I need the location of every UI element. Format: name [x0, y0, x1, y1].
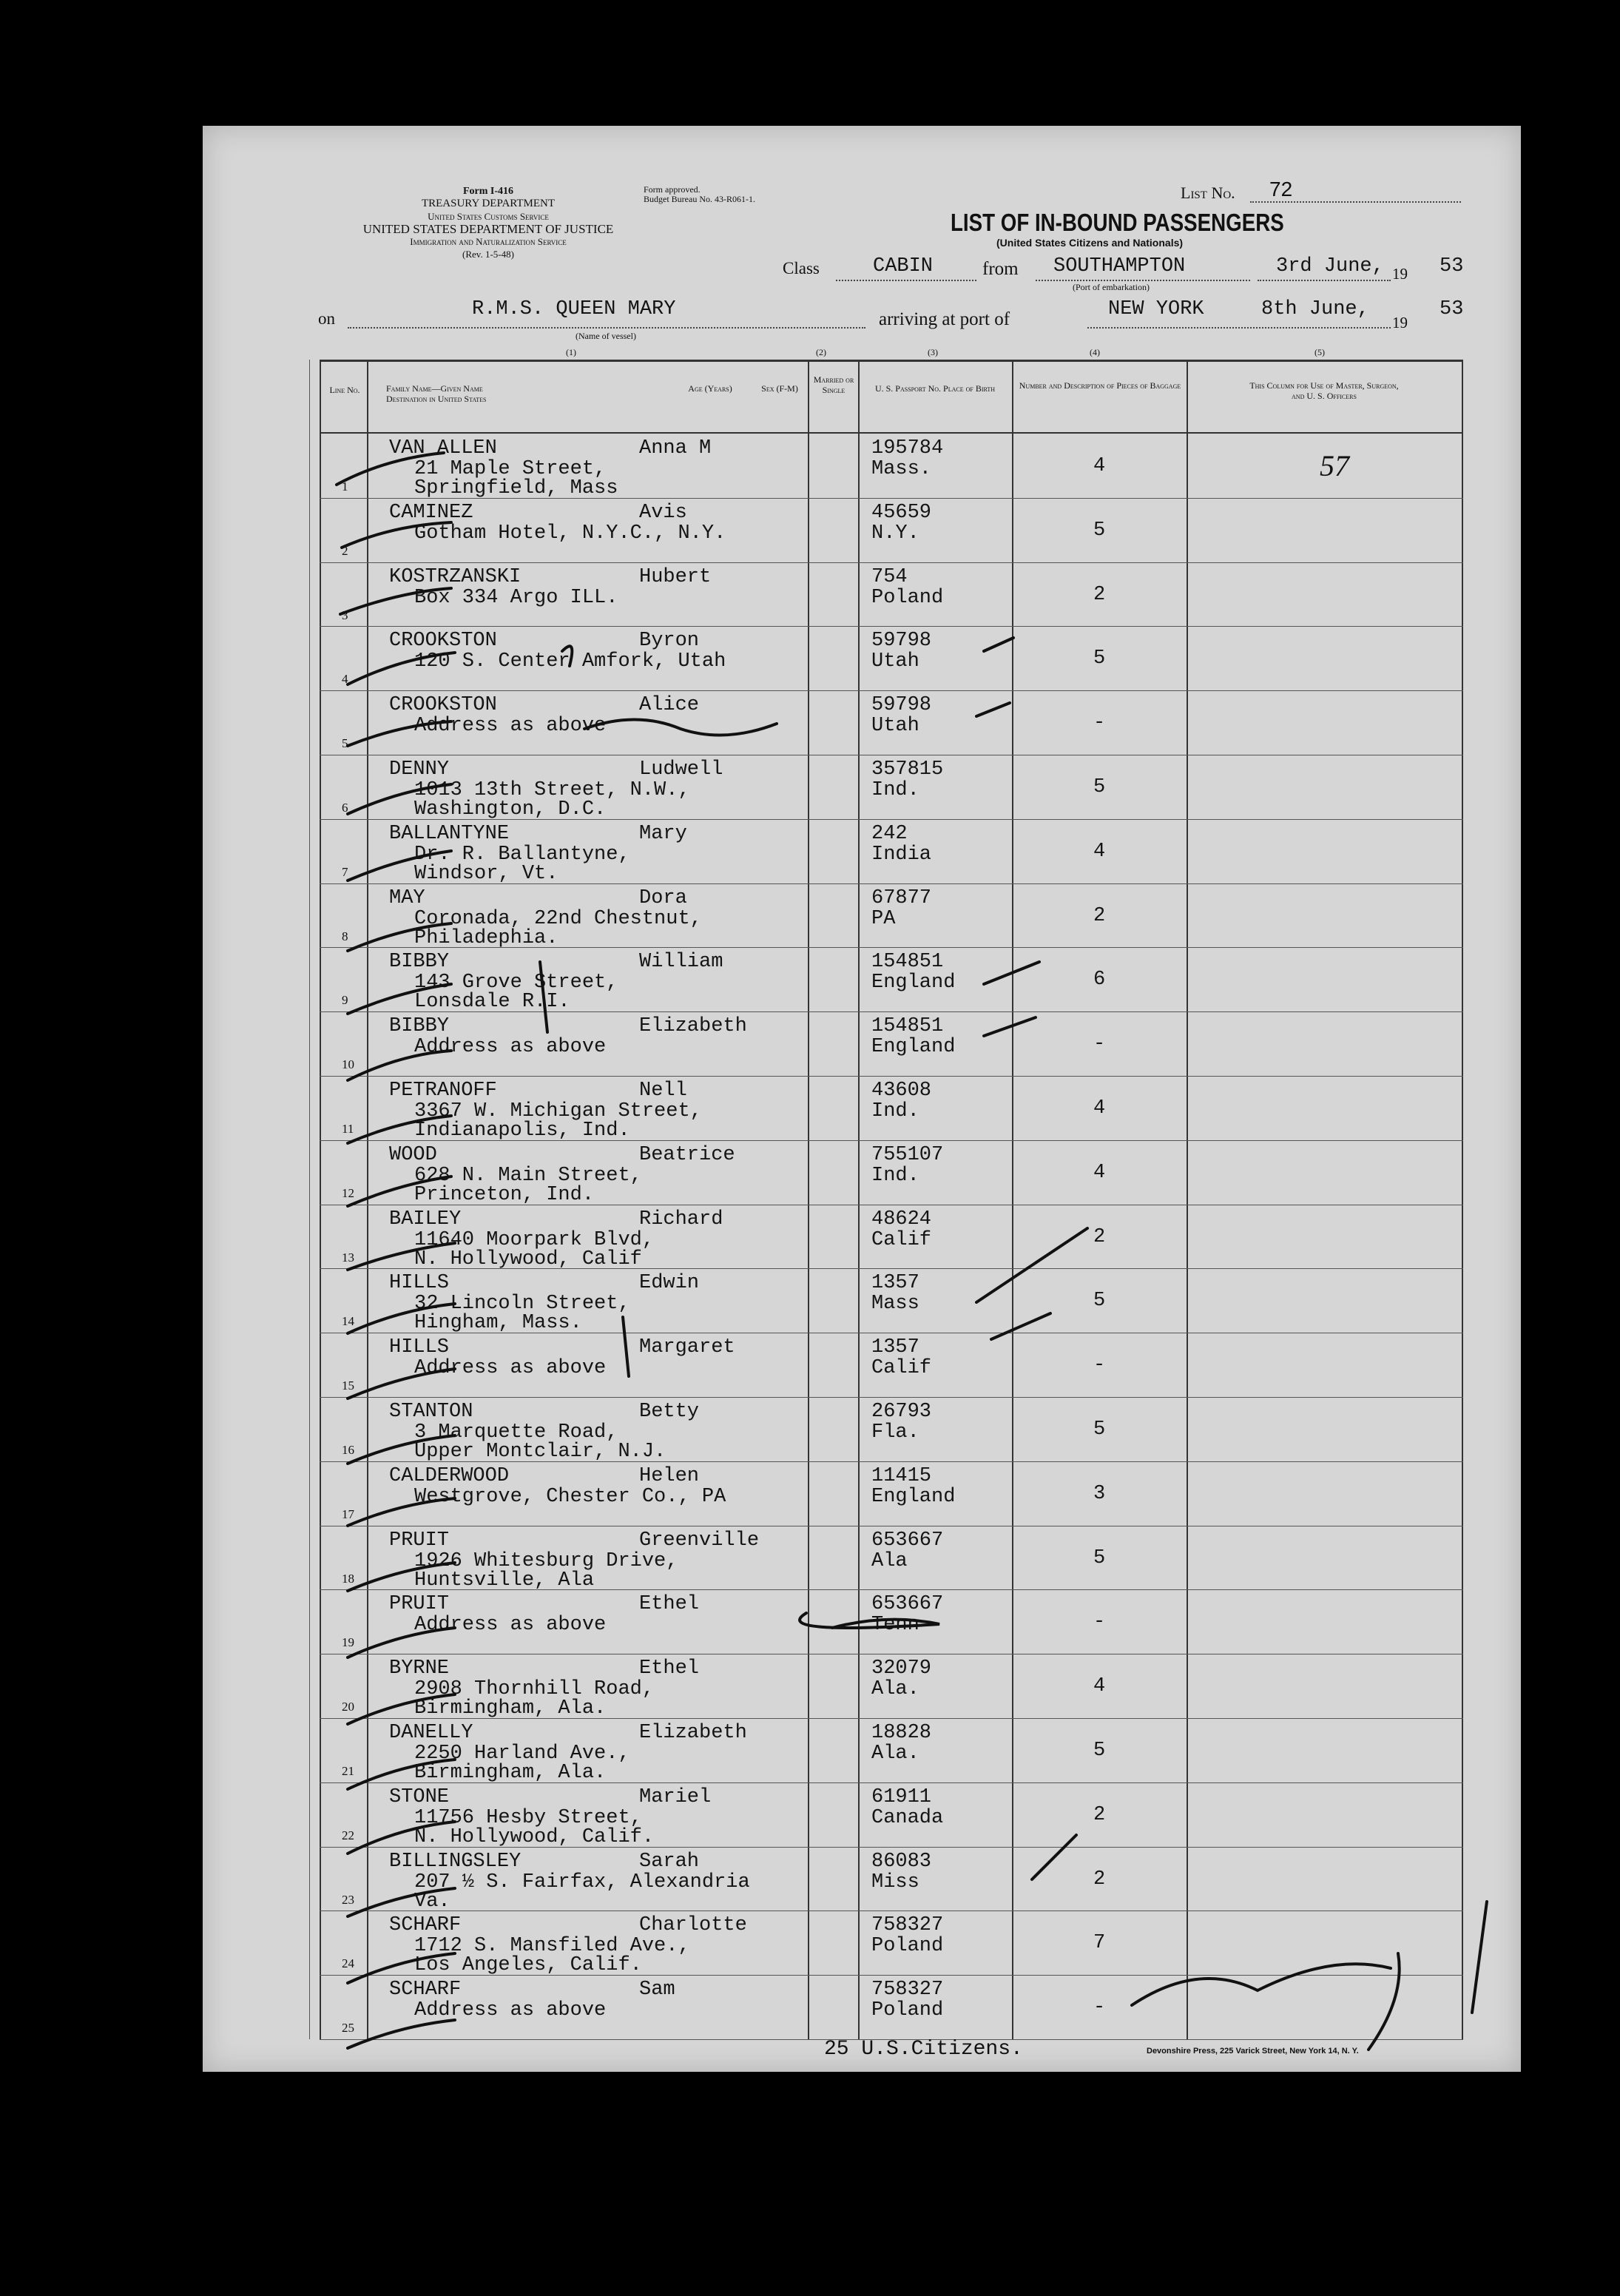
passenger-birthplace: England — [871, 1036, 956, 1059]
passenger-baggage-count: - — [1093, 1354, 1106, 1377]
row-line-number: 1 — [342, 479, 348, 494]
passenger-address-2: Hingham, Mass. — [414, 1312, 582, 1335]
passenger-birthplace: Ind. — [871, 779, 919, 801]
passenger-baggage-count: 5 — [1093, 1418, 1106, 1441]
passenger-family-name: CROOKSTON — [389, 630, 497, 653]
passenger-address-1: Address as above — [414, 1999, 607, 2022]
passenger-birthplace: Ala. — [871, 1743, 919, 1765]
arrival-date: 8th June, — [1261, 298, 1369, 320]
passenger-family-name: DANELLY — [389, 1722, 473, 1744]
passenger-family-name: STANTON — [389, 1401, 473, 1423]
passenger-given-name: Greenville — [639, 1529, 760, 1552]
passenger-passport-no: 48624 — [871, 1208, 932, 1231]
passenger-address-1: Dr. R. Ballantyne, — [414, 843, 630, 866]
row-line-number: 10 — [342, 1057, 354, 1072]
passenger-address-2: Upper Montclair, N.J. — [414, 1441, 666, 1463]
passenger-passport-no: 754 — [871, 565, 908, 588]
passenger-given-name: Mariel — [639, 1785, 712, 1808]
passenger-passport-no: 43608 — [871, 1080, 932, 1102]
header-baggage: Number and Description of Pieces of Baggage — [1019, 380, 1181, 391]
passenger-address-2: Springfield, Mass — [414, 477, 618, 499]
passenger-birthplace: Ind. — [871, 1164, 919, 1187]
passenger-birthplace: Mass — [871, 1293, 919, 1316]
class-label: Class — [783, 259, 820, 277]
passenger-address-1: 143 Grove Street, — [414, 972, 618, 994]
passenger-passport-no: 45659 — [871, 501, 932, 524]
passenger-birthplace: Calif — [871, 1357, 932, 1380]
passenger-passport-no: 86083 — [871, 1850, 932, 1873]
passenger-birthplace: England — [871, 972, 956, 994]
passenger-given-name: Ethel — [639, 1593, 700, 1616]
header-sex: Sex (F-M) — [761, 383, 798, 394]
header-name: Family Name—Given Name — [386, 383, 483, 394]
passenger-passport-no: 1357 — [871, 1272, 919, 1295]
passenger-address-2: N. Hollywood, Calif — [414, 1248, 642, 1270]
passenger-address-1: Address as above — [414, 715, 607, 738]
passenger-address-2: Indianapolis, Ind. — [414, 1120, 630, 1142]
passenger-birthplace: India — [871, 843, 932, 866]
passenger-given-name: Charlotte — [639, 1914, 747, 1937]
passenger-baggage-count: 2 — [1093, 1868, 1106, 1891]
customs-service: United States Customs Service — [428, 211, 549, 222]
header-officers: This Column for Use of Master, Surgeon, and U. S. Officers — [1249, 380, 1399, 401]
passenger-given-name: Sarah — [639, 1850, 700, 1873]
passenger-baggage-count: 2 — [1093, 1803, 1106, 1826]
passenger-family-name: HILLS — [389, 1272, 450, 1295]
on-label: on — [318, 309, 335, 328]
list-label: List No. — [1181, 184, 1235, 202]
passenger-given-name: Beatrice — [639, 1143, 735, 1166]
year-prefix: 19 — [1392, 265, 1408, 283]
col-number-5: (5) — [1314, 347, 1325, 357]
printer-imprint: Devonshire Press, 225 Varick Street, New York 14, N. Y. — [1147, 2047, 1359, 2056]
row-line-number: 23 — [342, 1892, 354, 1907]
passenger-baggage-count: 6 — [1093, 969, 1106, 992]
passenger-birthplace: Utah — [871, 715, 919, 738]
passenger-address-1: Westgrove, Chester Co., PA — [414, 1485, 726, 1508]
passenger-address-1: 1926 Whitesburg Drive, — [414, 1549, 678, 1572]
passenger-passport-no: 242 — [871, 822, 908, 845]
passenger-given-name: Avis — [639, 501, 687, 524]
header-line-no: Line No. — [329, 385, 360, 395]
passenger-baggage-count: 2 — [1093, 583, 1106, 606]
row-line-number: 17 — [342, 1506, 354, 1521]
passenger-baggage-count: - — [1093, 1996, 1106, 2019]
passenger-address-2: Va. — [414, 1890, 450, 1913]
passenger-address-2: Lonsdale R.I. — [414, 991, 570, 1014]
passenger-birthplace: Calif — [871, 1228, 932, 1251]
passenger-address-1: 3367 W. Michigan Street, — [414, 1100, 702, 1122]
row-line-number: 5 — [342, 736, 348, 751]
passenger-address-1: 11640 Moorpark Blvd, — [414, 1228, 655, 1251]
header-passport: U. S. Passport No. Place of Birth — [874, 383, 996, 394]
passenger-baggage-count: 7 — [1093, 1932, 1106, 1955]
passenger-baggage-count: 4 — [1093, 1675, 1106, 1698]
class-value: CABIN — [873, 255, 934, 277]
passenger-birthplace: PA — [871, 907, 896, 930]
row-line-number: 21 — [342, 1764, 354, 1778]
passenger-address-2: N. Hollywood, Calif. — [414, 1825, 655, 1848]
passenger-family-name: BAILEY — [389, 1208, 462, 1231]
passenger-address-1: 32 Lincoln Street, — [414, 1293, 630, 1316]
passenger-given-name: Edwin — [639, 1272, 700, 1295]
passenger-passport-no: 67877 — [871, 886, 932, 909]
passenger-given-name: Richard — [639, 1208, 723, 1231]
passenger-birthplace: Tenn — [871, 1614, 919, 1637]
passenger-passport-no: 195784 — [871, 437, 944, 459]
passenger-passport-no: 18828 — [871, 1722, 932, 1744]
passenger-given-name: Elizabeth — [639, 1015, 747, 1038]
passenger-address-1: Address as above — [414, 1036, 607, 1059]
passenger-family-name: BALLANTYNE — [389, 822, 510, 845]
row-line-number: 8 — [342, 929, 348, 943]
col-number-1: (1) — [566, 347, 576, 357]
passenger-family-name: HILLS — [389, 1336, 450, 1359]
passenger-address-1: 120 S. Center Amfork, Utah — [414, 650, 726, 673]
passenger-passport-no: 154851 — [871, 1015, 944, 1038]
passenger-baggage-count: - — [1093, 712, 1106, 735]
passenger-address-1: 1013 13th Street, N.W., — [414, 779, 690, 801]
passenger-address-2: Los Angeles, Calif. — [414, 1954, 642, 1977]
passenger-address-2: Windsor, Vt. — [414, 862, 558, 885]
arrival-year: 53 — [1440, 298, 1464, 320]
year: 53 — [1440, 255, 1464, 277]
passenger-passport-no: 755107 — [871, 1143, 944, 1166]
passenger-given-name: Ethel — [639, 1657, 700, 1680]
passenger-given-name: Betty — [639, 1401, 700, 1423]
page-title: LIST OF IN-BOUND PASSENGERS — [951, 209, 1284, 236]
vessel-name: R.M.S. QUEEN MARY — [472, 298, 676, 320]
passenger-family-name: PRUIT — [389, 1529, 450, 1552]
row-line-number: 13 — [342, 1250, 354, 1265]
passenger-birthplace: Mass. — [871, 458, 932, 480]
row-line-number: 18 — [342, 1571, 354, 1586]
passenger-family-name: VAN ALLEN — [389, 437, 497, 459]
passenger-address-1: Address as above — [414, 1614, 607, 1637]
passenger-given-name: Hubert — [639, 565, 712, 588]
passenger-baggage-count: 5 — [1093, 647, 1106, 670]
passenger-passport-no: 32079 — [871, 1657, 932, 1680]
passenger-family-name: KOSTRZANSKI — [389, 565, 522, 588]
header-married: Married or Single — [813, 374, 854, 395]
passenger-passport-no: 653667 — [871, 1529, 944, 1552]
passenger-baggage-count: 5 — [1093, 519, 1106, 542]
passenger-given-name: Elizabeth — [639, 1722, 747, 1744]
passenger-address-1: 1712 S. Mansfiled Ave., — [414, 1935, 690, 1958]
passenger-baggage-count: 4 — [1093, 1097, 1106, 1120]
passenger-given-name: Ludwell — [639, 758, 723, 781]
header-age: Age (Years) — [688, 383, 732, 394]
passenger-family-name: WOOD — [389, 1143, 437, 1166]
list-number: 72 — [1269, 178, 1293, 201]
revision: (Rev. 1-5-48) — [462, 249, 514, 260]
passenger-address-1: Gotham Hotel, N.Y.C., N.Y. — [414, 522, 726, 545]
passenger-address-1: 2250 Harland Ave., — [414, 1743, 630, 1765]
passenger-given-name: Mary — [639, 822, 687, 845]
arrival-port: NEW YORK — [1108, 298, 1204, 320]
passenger-given-name: Alice — [639, 694, 700, 717]
port-caption: (Port of embarkation) — [1073, 282, 1150, 292]
passenger-passport-no: 59798 — [871, 694, 932, 717]
passenger-family-name: BYRNE — [389, 1657, 450, 1680]
passenger-given-name: William — [639, 951, 723, 974]
passenger-address-1: Coronada, 22nd Chestnut, — [414, 907, 702, 930]
passenger-birthplace: Miss — [871, 1871, 919, 1893]
row-line-number: 4 — [342, 672, 348, 687]
passenger-family-name: SCHARF — [389, 1914, 462, 1937]
passenger-family-name: DENNY — [389, 758, 450, 781]
passenger-birthplace: Ind. — [871, 1100, 919, 1122]
row-line-number: 20 — [342, 1700, 354, 1714]
passenger-given-name: Anna M — [639, 437, 712, 459]
passenger-passport-no: 758327 — [871, 1979, 944, 2002]
passenger-address-1: Address as above — [414, 1357, 607, 1380]
passenger-given-name: Nell — [639, 1080, 687, 1102]
row-line-number: 9 — [342, 993, 348, 1008]
passenger-address-2: Huntsville, Ala — [414, 1569, 595, 1592]
form-approved: Form approved. — [644, 184, 701, 195]
passenger-family-name: STONE — [389, 1785, 450, 1808]
budget-bureau: Budget Bureau No. 43-R061-1. — [644, 194, 755, 204]
row-line-number: 19 — [342, 1635, 354, 1650]
passenger-family-name: CALDERWOOD — [389, 1464, 510, 1487]
row-line-number: 14 — [342, 1314, 354, 1329]
passenger-passport-no: 758327 — [871, 1914, 944, 1937]
passenger-family-name: BILLINGSLEY — [389, 1850, 522, 1873]
officer-note: 57 — [1320, 449, 1349, 482]
passenger-birthplace: Canada — [871, 1806, 944, 1829]
passenger-address-1: 207 ½ S. Fairfax, Alexandria — [414, 1871, 750, 1893]
row-line-number: 15 — [342, 1378, 354, 1393]
passenger-baggage-count: 5 — [1093, 1290, 1106, 1313]
row-line-number: 12 — [342, 1185, 354, 1200]
passenger-birthplace: Utah — [871, 650, 919, 673]
form-number: Form I-416 — [462, 186, 514, 197]
row-line-number: 6 — [342, 801, 348, 815]
passenger-baggage-count: - — [1093, 1033, 1106, 1056]
passenger-address-1: 21 Maple Street, — [414, 458, 607, 480]
passenger-birthplace: N.Y. — [871, 522, 919, 545]
passenger-family-name: PRUIT — [389, 1593, 450, 1616]
passenger-given-name: Margaret — [639, 1336, 735, 1359]
row-line-number: 2 — [342, 543, 348, 558]
passenger-birthplace: Ala — [871, 1549, 908, 1572]
col-number-4: (4) — [1090, 347, 1100, 357]
passenger-birthplace: England — [871, 1485, 956, 1508]
passenger-baggage-count: 4 — [1093, 1161, 1106, 1184]
footer-total: 25 U.S.Citizens. — [824, 2038, 1023, 2061]
passenger-given-name: Byron — [639, 630, 700, 653]
passenger-family-name: BIBBY — [389, 1015, 450, 1038]
embark-port: SOUTHAMPTON — [1053, 255, 1186, 277]
passenger-birthplace: Poland — [871, 1999, 944, 2022]
passenger-given-name: Sam — [639, 1979, 675, 2002]
passenger-address-2: Washington, D.C. — [414, 798, 607, 821]
ins-service: Immigration and Naturalization Service — [410, 236, 567, 247]
passenger-family-name: CROOKSTON — [389, 694, 497, 717]
passenger-baggage-count: 5 — [1093, 1740, 1106, 1762]
passenger-address-2: Princeton, Ind. — [414, 1183, 595, 1206]
passenger-address-1: 11756 Hesby Street, — [414, 1806, 642, 1829]
passenger-given-name: Dora — [639, 886, 687, 909]
passenger-baggage-count: 5 — [1093, 776, 1106, 798]
passenger-birthplace: Poland — [871, 1935, 944, 1958]
vessel-caption: (Name of vessel) — [576, 331, 636, 341]
passenger-family-name: MAY — [389, 886, 425, 909]
passenger-baggage-count: 4 — [1093, 455, 1106, 477]
row-line-number: 7 — [342, 864, 348, 879]
department: TREASURY DEPARTMENT — [421, 198, 556, 209]
row-line-number: 11 — [342, 1122, 354, 1136]
passenger-address-1: 628 N. Main Street, — [414, 1164, 642, 1187]
passenger-baggage-count: 5 — [1093, 1546, 1106, 1569]
passenger-passport-no: 61911 — [871, 1785, 932, 1808]
passenger-family-name: CAMINEZ — [389, 501, 473, 524]
passenger-family-name: SCHARF — [389, 1979, 462, 2002]
passenger-family-name: BIBBY — [389, 951, 450, 974]
passenger-passport-no: 653667 — [871, 1593, 944, 1616]
departure-date: 3rd June, — [1276, 255, 1384, 277]
row-line-number: 22 — [342, 1828, 354, 1842]
passenger-birthplace: Fla. — [871, 1421, 919, 1444]
passenger-address-2: Birmingham, Ala. — [414, 1762, 607, 1784]
passenger-baggage-count: 2 — [1093, 1225, 1106, 1248]
arrival-year-prefix: 19 — [1392, 314, 1408, 331]
from-label: from — [982, 259, 1019, 279]
passenger-passport-no: 11415 — [871, 1464, 932, 1487]
col-number-3: (3) — [928, 347, 938, 357]
passenger-birthplace: Ala. — [871, 1678, 919, 1701]
arriving-label: arriving at port of — [879, 309, 1010, 329]
row-line-number: 25 — [342, 2021, 354, 2036]
passenger-passport-no: 1357 — [871, 1336, 919, 1359]
passenger-address-2: Philadephia. — [414, 926, 558, 949]
passenger-given-name: Helen — [639, 1464, 700, 1487]
passenger-birthplace: Poland — [871, 586, 944, 609]
passenger-address-1: 3 Marquette Road, — [414, 1421, 618, 1444]
passenger-passport-no: 59798 — [871, 630, 932, 653]
passenger-family-name: PETRANOFF — [389, 1080, 497, 1102]
passenger-baggage-count: 4 — [1093, 840, 1106, 863]
page-subtitle: (United States Citizens and Nationals) — [996, 237, 1184, 249]
passenger-address-2: Birmingham, Ala. — [414, 1697, 607, 1720]
passenger-baggage-count: 3 — [1093, 1482, 1106, 1505]
passenger-passport-no: 154851 — [871, 951, 944, 974]
header-destination: Destination in United States — [386, 394, 487, 404]
passenger-baggage-count: - — [1093, 1611, 1106, 1634]
col-number-2: (2) — [816, 347, 826, 357]
row-line-number: 3 — [342, 607, 348, 622]
row-line-number: 24 — [342, 1956, 354, 1971]
passenger-passport-no: 357815 — [871, 758, 944, 781]
justice-department: UNITED STATES DEPARTMENT OF JUSTICE — [362, 222, 614, 236]
passenger-baggage-count: 2 — [1093, 904, 1106, 927]
passenger-address-1: Box 334 Argo ILL. — [414, 586, 618, 609]
passenger-address-1: 2908 Thornhill Road, — [414, 1678, 655, 1701]
passenger-passport-no: 26793 — [871, 1401, 932, 1423]
row-line-number: 16 — [342, 1443, 354, 1457]
